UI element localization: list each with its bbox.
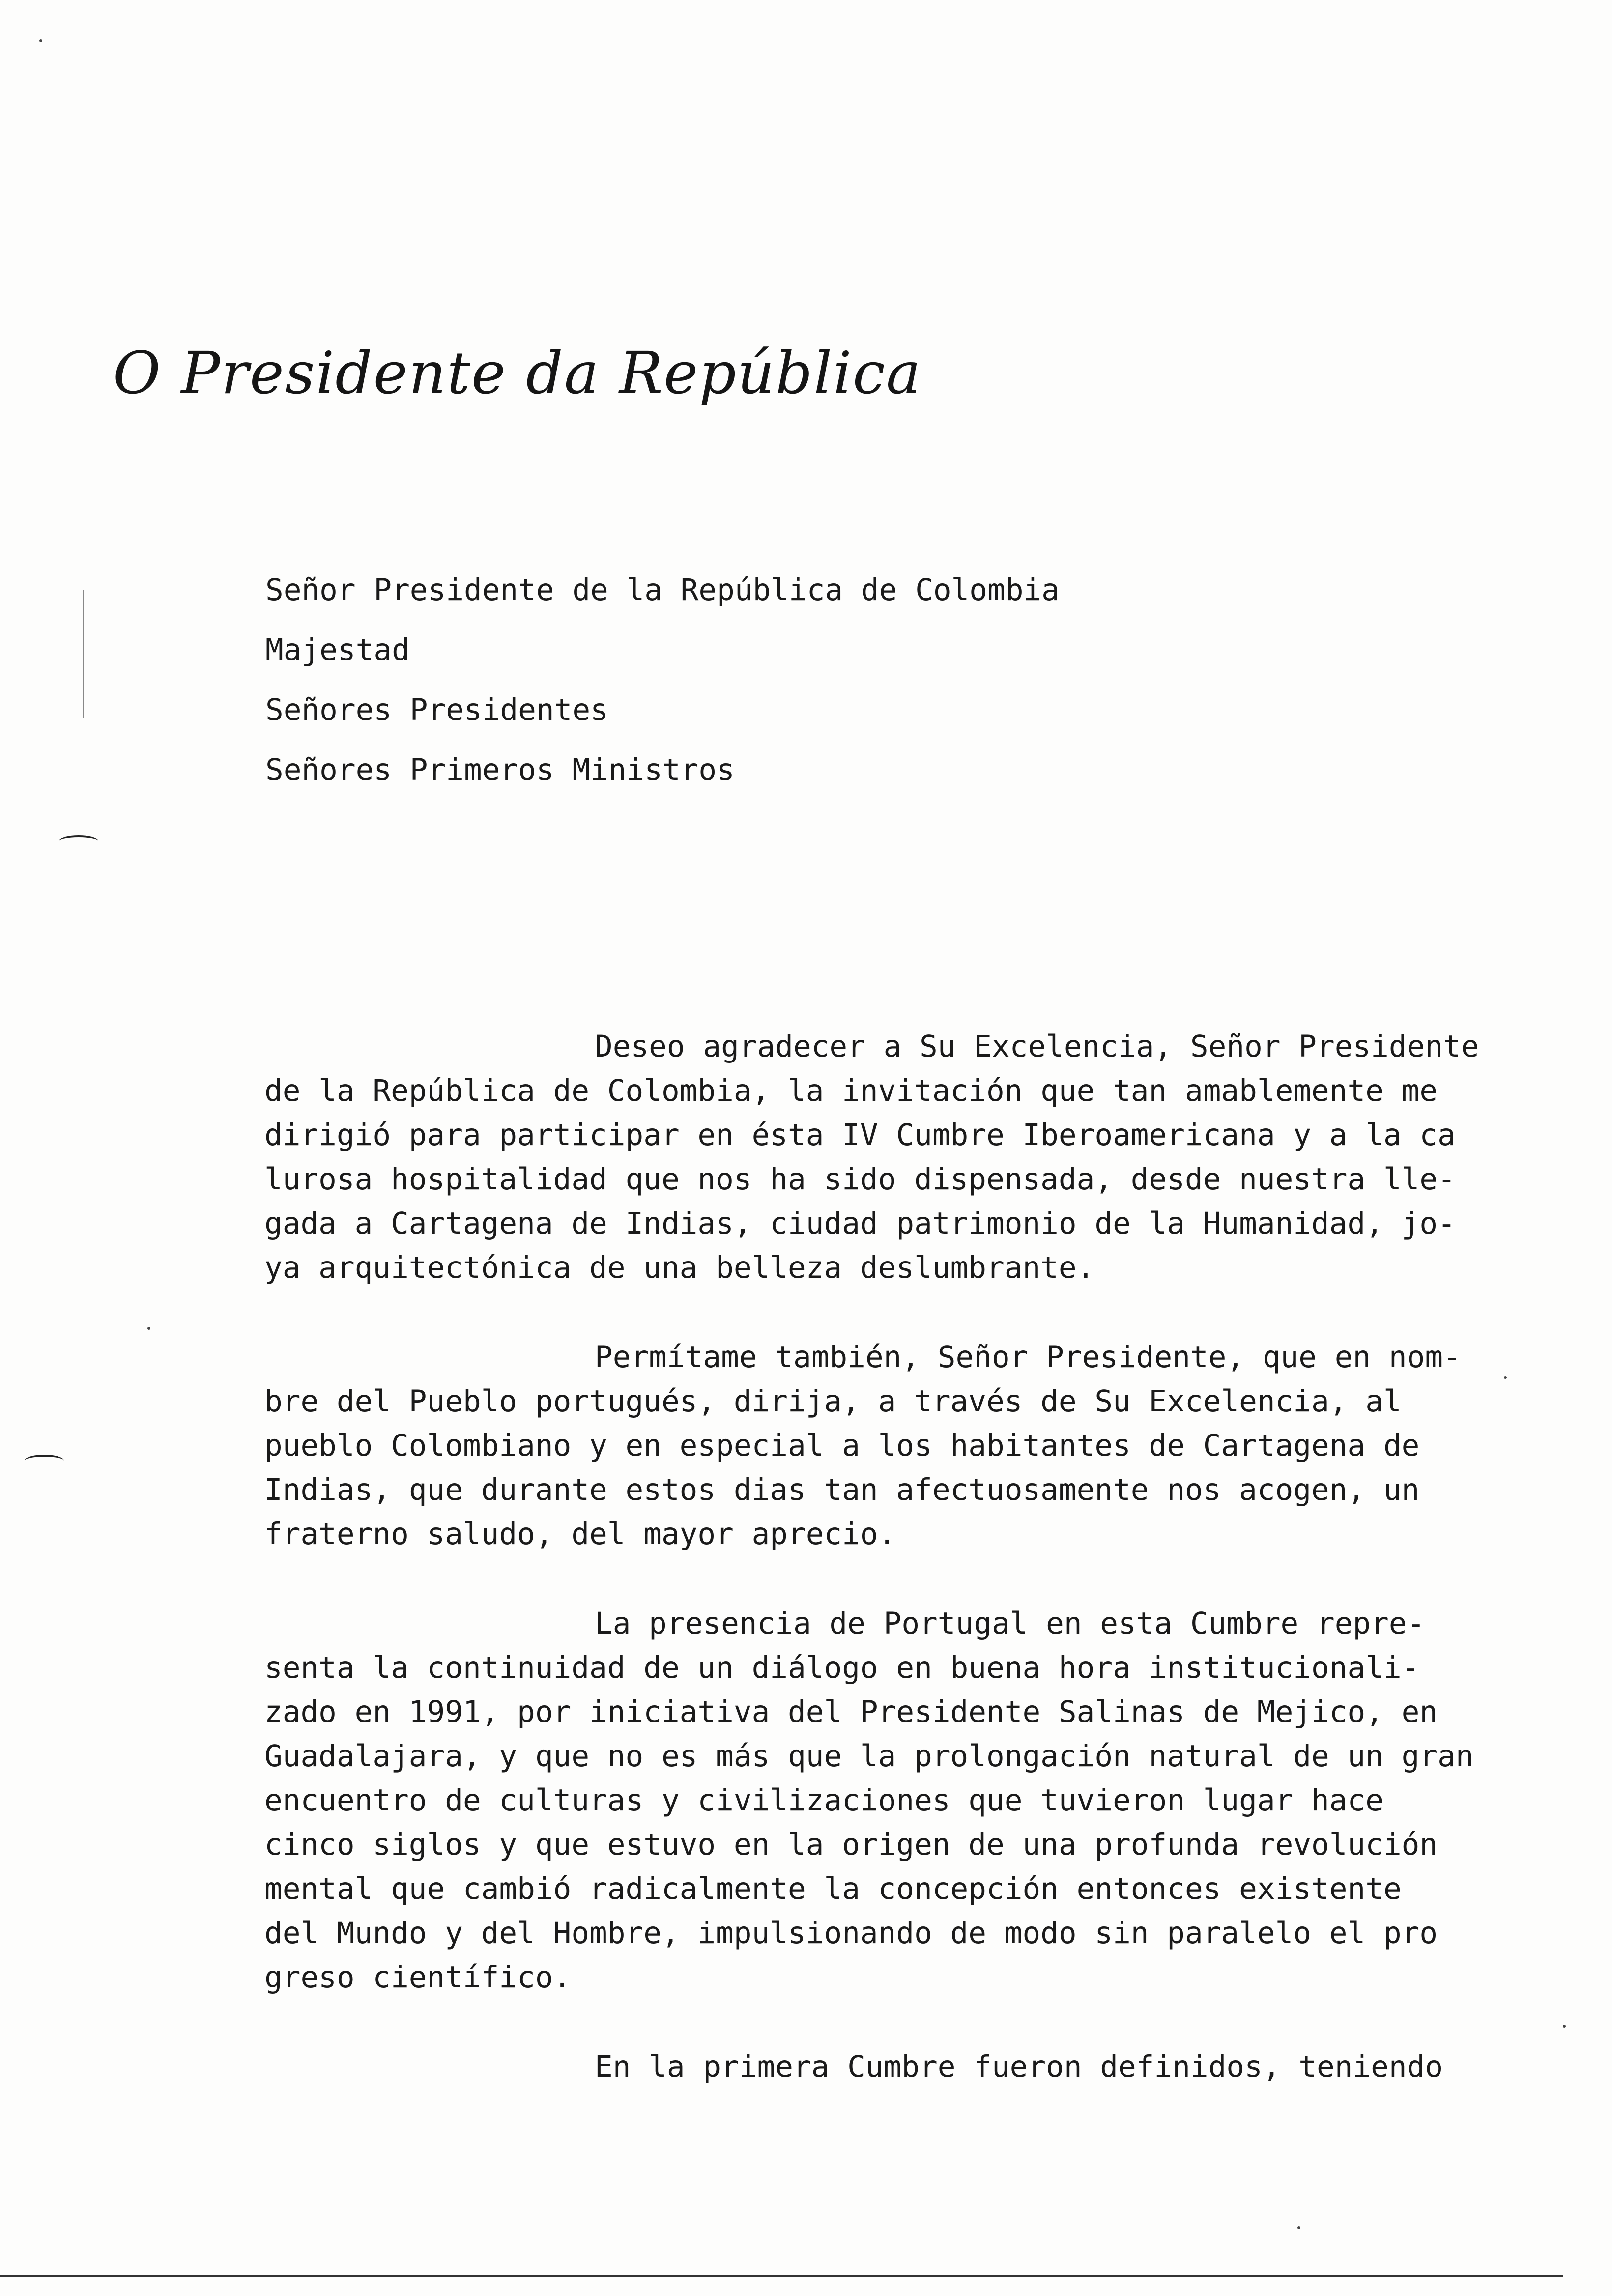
paragraph-line: Deseo agradecer a Su Excelencia, Señor Presidente	[595, 1029, 1479, 1064]
scan-speck	[1563, 2025, 1566, 2028]
paragraph-line: zado en 1991, por iniciativa del Presidente Salinas de Mejico, en	[264, 1694, 1438, 1729]
paragraph-line: Permítame también, Señor Presidente, que en nom-	[595, 1340, 1461, 1375]
paragraph-line: encuentro de culturas y civilizaciones que tuvieron lugar hace	[264, 1783, 1383, 1818]
scan-speck	[1297, 2226, 1300, 2229]
paragraph-1	[264, 1025, 1488, 1290]
paragraph-line: ya arquitectónica de una belleza deslumbrante.	[264, 1250, 1095, 1285]
bottom-scan-rule	[0, 2275, 1563, 2277]
paragraph-line: pueblo Colombiano y en especial a los habitantes de Cartagena de	[264, 1428, 1420, 1463]
paragraph-4	[264, 2045, 1488, 2089]
salutation-line: Majestad	[265, 632, 410, 667]
salutation-block	[265, 560, 1396, 800]
paragraph-line: greso científico.	[264, 1960, 572, 1995]
paragraph-line: Guadalajara, y que no es más que la prolongación natural de un gran	[264, 1739, 1474, 1774]
salutation-line: Señores Presidentes	[265, 692, 608, 727]
paragraph-3	[264, 1602, 1488, 2000]
paragraph-2	[264, 1335, 1488, 1556]
scan-speck	[147, 1327, 150, 1330]
paragraph-line: gada a Cartagena de Indias, ciudad patrimonio de la Humanidad, jo-	[264, 1206, 1456, 1241]
letter-body	[264, 1025, 1488, 2134]
scan-mark	[25, 1455, 64, 1466]
paragraph-line: mental que cambió radicalmente la concepción entonces existente	[264, 1871, 1402, 1906]
salutation-line: Señores Primeros Ministros	[265, 752, 735, 787]
scan-speck	[39, 39, 42, 42]
scan-speck	[1504, 1376, 1507, 1379]
paragraph-line: de la República de Colombia, la invitación que tan amablemente me	[264, 1073, 1438, 1108]
paragraph-line: bre del Pueblo portugués, dirija, a través de Su Excelencia, al	[264, 1384, 1402, 1419]
scan-mark	[59, 835, 98, 847]
salutation-line: Señor Presidente de la República de Colombia	[265, 573, 1060, 607]
paragraph-line: del Mundo y del Hombre, impulsionando de modo sin paralelo el pro	[264, 1916, 1438, 1951]
paragraph-line: lurosa hospitalidad que nos ha sido dispensada, desde nuestra lle-	[264, 1162, 1456, 1197]
paragraph-line: En la primera Cumbre fueron definidos, teniendo	[595, 2049, 1443, 2084]
scan-margin-line	[83, 590, 84, 718]
paragraph-line: Indias, que durante estos dias tan afectuosamente nos acogen, un	[264, 1472, 1420, 1507]
paragraph-line: fraterno saludo, del mayor aprecio.	[264, 1517, 896, 1551]
letterhead-title: O Presidente da República	[113, 339, 922, 407]
paragraph-line: cinco siglos y que estuvo en la origen de una profunda revolución	[264, 1827, 1438, 1862]
paragraph-line: senta la continuidad de un diálogo en buena hora institucionali-	[264, 1650, 1420, 1685]
paragraph-line: La presencia de Portugal en esta Cumbre repre-	[595, 1606, 1425, 1641]
paragraph-line: dirigió para participar en ésta IV Cumbre Iberoamericana y a la ca	[264, 1118, 1456, 1152]
